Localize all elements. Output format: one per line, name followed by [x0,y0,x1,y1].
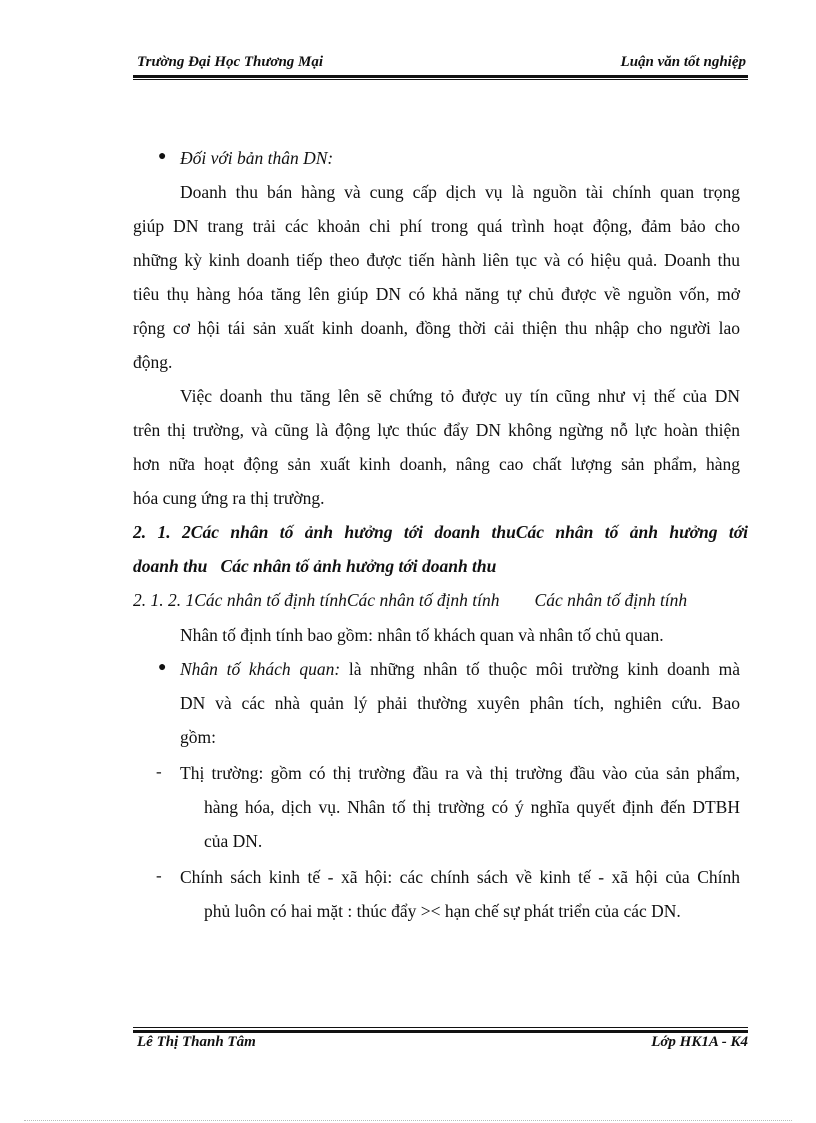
footer-class: Lớp HK1A - K4 [651,1034,748,1050]
para2-line: hóa cung ứng ra thị trường. [133,488,325,508]
dash-item-line: Chính sách kinh tế - xã hội: các chính sách về kinh tế - xã hội của Chính [180,867,740,887]
para1-line: giúp DN trang trải các khoản chi phí trong quá trình hoạt động, đảm bảo cho [133,216,740,236]
heading-2-1-2-line1: 2. 1. 2Các nhân tố ảnh hưởng tới doanh thuCác nhân tố ảnh hưởng tới [133,522,748,542]
khach-quan-line: gồm: [180,727,216,747]
para1-line: tiêu thụ hàng hóa tăng lên giúp DN có khả năng tự chủ được về nguồn vốn, mở [133,284,740,304]
heading-2-1-2-1: 2. 1. 2. 1Các nhân tố định tínhCác nhân tố định tính Các nhân tố định tính [133,590,688,610]
para1-line: những kỳ kinh doanh tiếp theo được tiến hành liên tục và có hiệu quả. Doanh thu [133,250,740,270]
para1-line: rộng cơ hội tái sản xuất kinh doanh, đồng thời cải thiện thu nhập cho người lao [133,318,740,338]
para2-line: trên thị trường, và cũng là động lực thúc đẩy DN không ngừng nỗ lực hoàn thiện [133,420,740,440]
header-school: Trường Đại Học Thương Mại [137,54,324,70]
dash-item-line: Thị trường: gồm có thị trường đầu ra và thị trường đầu vào của sản phẩm, [180,763,740,783]
khach-quan-line1 [180,652,740,686]
heading-2-1-2-line2: doanh thu Các nhân tố ảnh hưởng tới doanh thu [133,556,497,576]
khach-quan-text: là những nhân tố thuộc môi trường kinh doanh mà [340,659,740,679]
khach-quan-label: Nhân tố khách quan: [180,659,341,679]
bullet-icon: ● [158,149,167,164]
dash-marker: - [156,866,162,885]
para1-line: Doanh thu bán hàng và cung cấp dịch vụ là nguồn tài chính quan trọng [180,182,740,202]
intro-text: Nhân tố định tính bao gồm: nhân tố khách quan và nhân tố chủ quan. [180,625,664,645]
header-rule-thick [133,75,748,78]
dash-marker: - [156,762,162,781]
footer-author: Lê Thị Thanh Tâm [137,1034,256,1050]
page-footer [133,1034,748,1056]
para1-line: động. [133,352,173,372]
page-header [133,52,748,74]
dash-item-line: phủ luôn có hai mặt : thúc đẩy >< hạn chế sự phát triển của các DN. [204,901,681,921]
header-rule-thin [133,79,748,80]
page-bottom-dotted-line [24,1120,792,1121]
footer-rule-thick [133,1030,748,1033]
para2-line: Việc doanh thu tăng lên sẽ chứng tỏ được uy tín cũng như vị thế của DN [180,386,740,406]
dash-item-line: hàng hóa, dịch vụ. Nhân tố thị trường có ý nghĩa quyết định đến DTBH [204,797,740,817]
bullet-icon: ● [158,660,167,675]
footer-rule-thin [133,1027,748,1028]
para2-line: hơn nữa hoạt động sản xuất kinh doanh, nâng cao chất lượng sản phẩm, hàng [133,454,740,474]
khach-quan-line: DN và các nhà quản lý phải thường xuyên phân tích, nghiên cứu. Bao [180,693,740,713]
section-dn-title: Đối với bản thân DN: [180,148,334,168]
header-doc-type: Luận văn tốt nghiệp [620,54,746,70]
dash-item-line: của DN. [204,831,263,851]
